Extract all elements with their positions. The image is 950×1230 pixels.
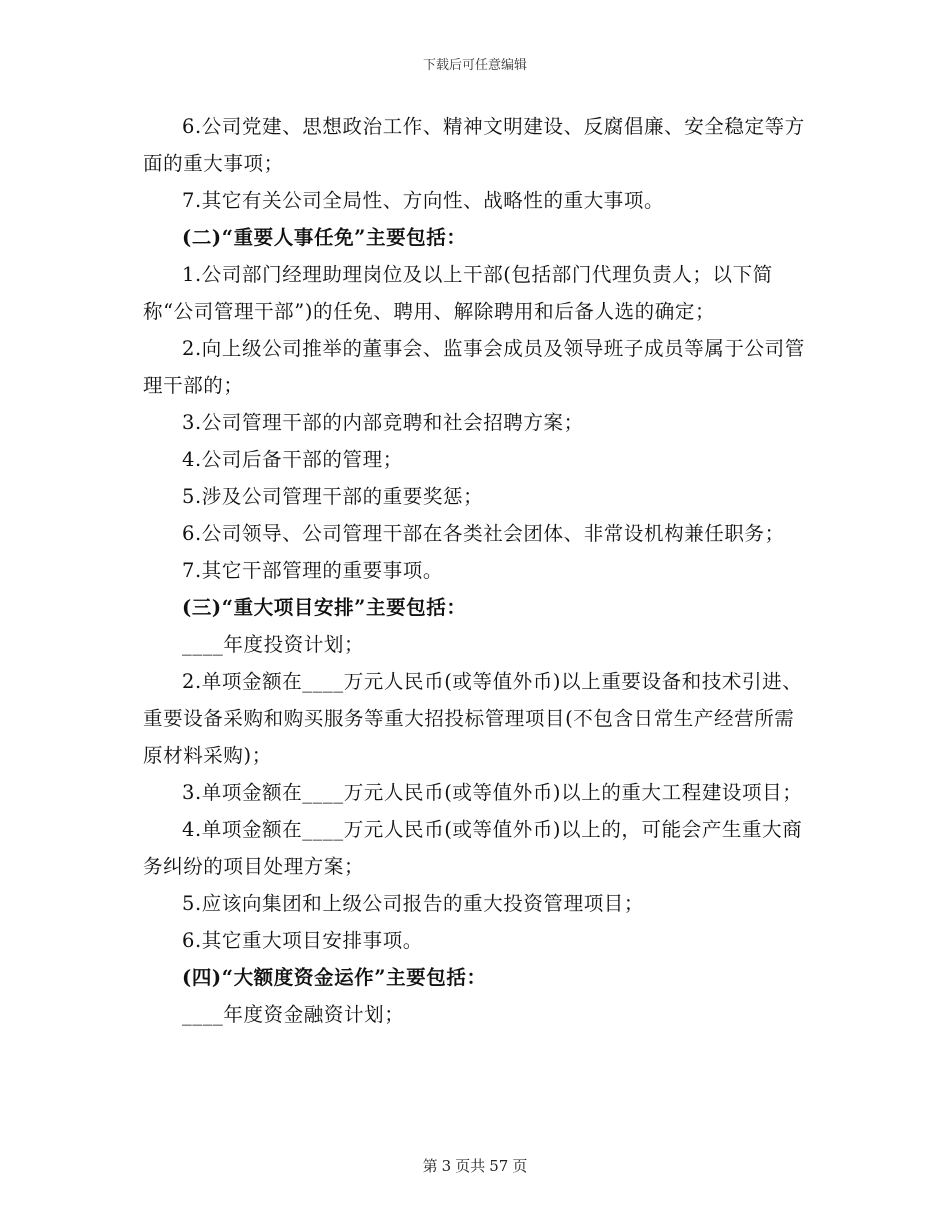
- section-heading: (四)“大额度资金运作”主要包括：: [182, 966, 487, 989]
- paragraph: ____年度资金融资计划；: [182, 1003, 405, 1026]
- paragraph: 2.向上级公司推举的董事会、监事会成员及领导班子成员等属于公司管理干部的；: [143, 337, 805, 397]
- footer-current-page: 3: [441, 1157, 452, 1175]
- section-heading: (三)“重大项目安排”主要包括：: [182, 596, 467, 619]
- header-text: 下载后可任意编辑: [422, 58, 527, 73]
- footer-suffix: 页: [512, 1157, 528, 1175]
- section-heading: (二)“重要人事任免”主要包括：: [182, 226, 467, 249]
- footer-middle: 页共: [455, 1157, 486, 1175]
- paragraph: 1.公司部门经理助理岗位及以上干部(包括部门代理负责人；以下简称“公司管理干部”)的任免、聘用、解除聘用和后备人选的确定；: [143, 263, 773, 323]
- page-header: [0, 54, 950, 73]
- paragraph: ____年度投资计划；: [182, 633, 365, 656]
- paragraph: 2.单项金额在____万元人民币(或等值外币)以上重要设备和技术引进、重要设备采购和购买服务等重大招投标管理项目(不包含日常生产经营所需原材料采购)；: [143, 670, 803, 767]
- paragraph: 6.公司领导、公司管理干部在各类社会团体、非常设机构兼任职务；: [182, 522, 785, 545]
- paragraph: 5.应该向集团和上级公司报告的重大投资管理项目；: [182, 892, 645, 915]
- footer-total-pages: 57: [489, 1157, 509, 1175]
- paragraph: 7.其它有关公司全局性、方向性、战略性的重大事项。: [182, 189, 665, 212]
- paragraph: 6.其它重大项目安排事项。: [182, 929, 423, 952]
- paragraph: 4.单项金额在____万元人民币(或等值外币)以上的，可能会产生重大商务纠纷的项目处理方案；: [143, 818, 803, 878]
- paragraph: 3.单项金额在____万元人民币(或等值外币)以上的重大工程建设项目；: [182, 781, 803, 804]
- paragraph: 4.公司后备干部的管理；: [182, 448, 403, 471]
- document-body: [143, 108, 807, 1033]
- footer-prefix: 第: [422, 1157, 438, 1175]
- paragraph: 5.涉及公司管理干部的重要奖惩；: [182, 485, 484, 508]
- paragraph: 6.公司党建、思想政治工作、精神文明建设、反腐倡廉、安全稳定等方面的重大事项；: [143, 115, 805, 175]
- paragraph: 7.其它干部管理的重要事项。: [182, 559, 444, 582]
- paragraph: 3.公司管理干部的内部竞聘和社会招聘方案；: [182, 411, 584, 434]
- page-footer: [0, 1155, 950, 1176]
